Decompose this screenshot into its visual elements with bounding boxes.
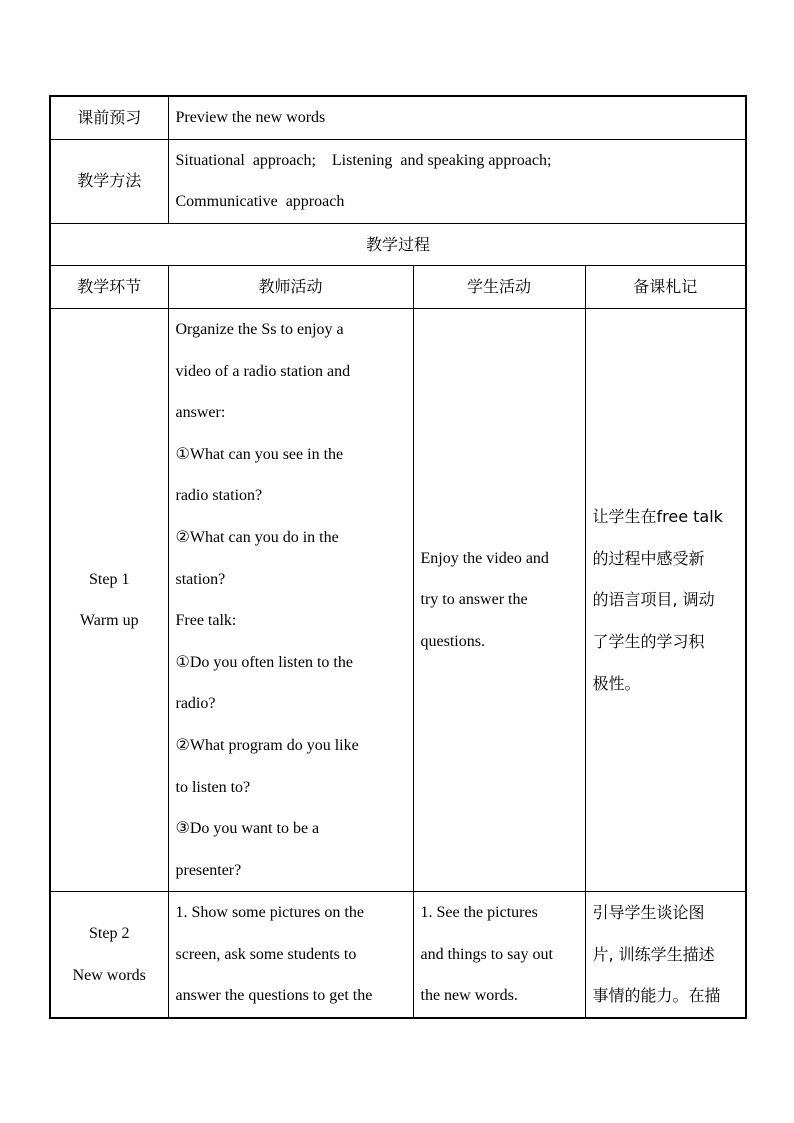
step2-stage: Step 2 New words — [50, 892, 168, 1018]
method-line-2: Communicative approach — [175, 193, 345, 211]
process-title-row — [50, 223, 746, 266]
step1-row — [50, 308, 746, 891]
step2-prep-notes: 引导学生谈论图 片, 训练学生描述 事情的能力。在描 — [585, 892, 746, 1018]
process-title: 教学过程 — [50, 223, 746, 266]
step1-teacher-activity: Organize the Ss to enjoy a video of a radio station and answer: ①What can you see in the radio station? ②What can you do in the station? Free talk: ①Do you often listen to the radio? ②What program do you like to listen to? ③Do you want to be a presenter? — [168, 308, 413, 891]
column-header-row — [50, 266, 746, 309]
header-student-activity: 学生活动 — [413, 266, 585, 309]
method-label: 教学方法 — [50, 139, 168, 223]
header-prep-notes: 备课札记 — [585, 266, 746, 309]
preview-content: Preview the new words — [168, 96, 746, 139]
preview-row — [50, 96, 746, 139]
step1-prep-notes: 让学生在free talk 的过程中感受新 的语言项目, 调动 了学生的学习积 极性。 — [585, 308, 746, 891]
header-stage: 教学环节 — [50, 266, 168, 309]
step2-teacher-activity: 1. Show some pictures on the screen, ask some students to answer the questions to get the — [168, 892, 413, 1018]
step1-stage: Step 1 Warm up — [50, 308, 168, 891]
lesson-plan-table — [49, 95, 747, 1019]
step2-row — [50, 892, 746, 1018]
step2-student-activity: 1. See the pictures and things to say out the new words. — [413, 892, 585, 1018]
method-row — [50, 139, 746, 223]
header-teacher-activity: 教师活动 — [168, 266, 413, 309]
preview-label: 课前预习 — [50, 96, 168, 139]
step1-student-activity: Enjoy the video and try to answer the questions. — [413, 308, 585, 891]
method-line-1: Situational approach; Listening and speaking approach; — [175, 151, 552, 169]
method-content — [168, 139, 746, 223]
